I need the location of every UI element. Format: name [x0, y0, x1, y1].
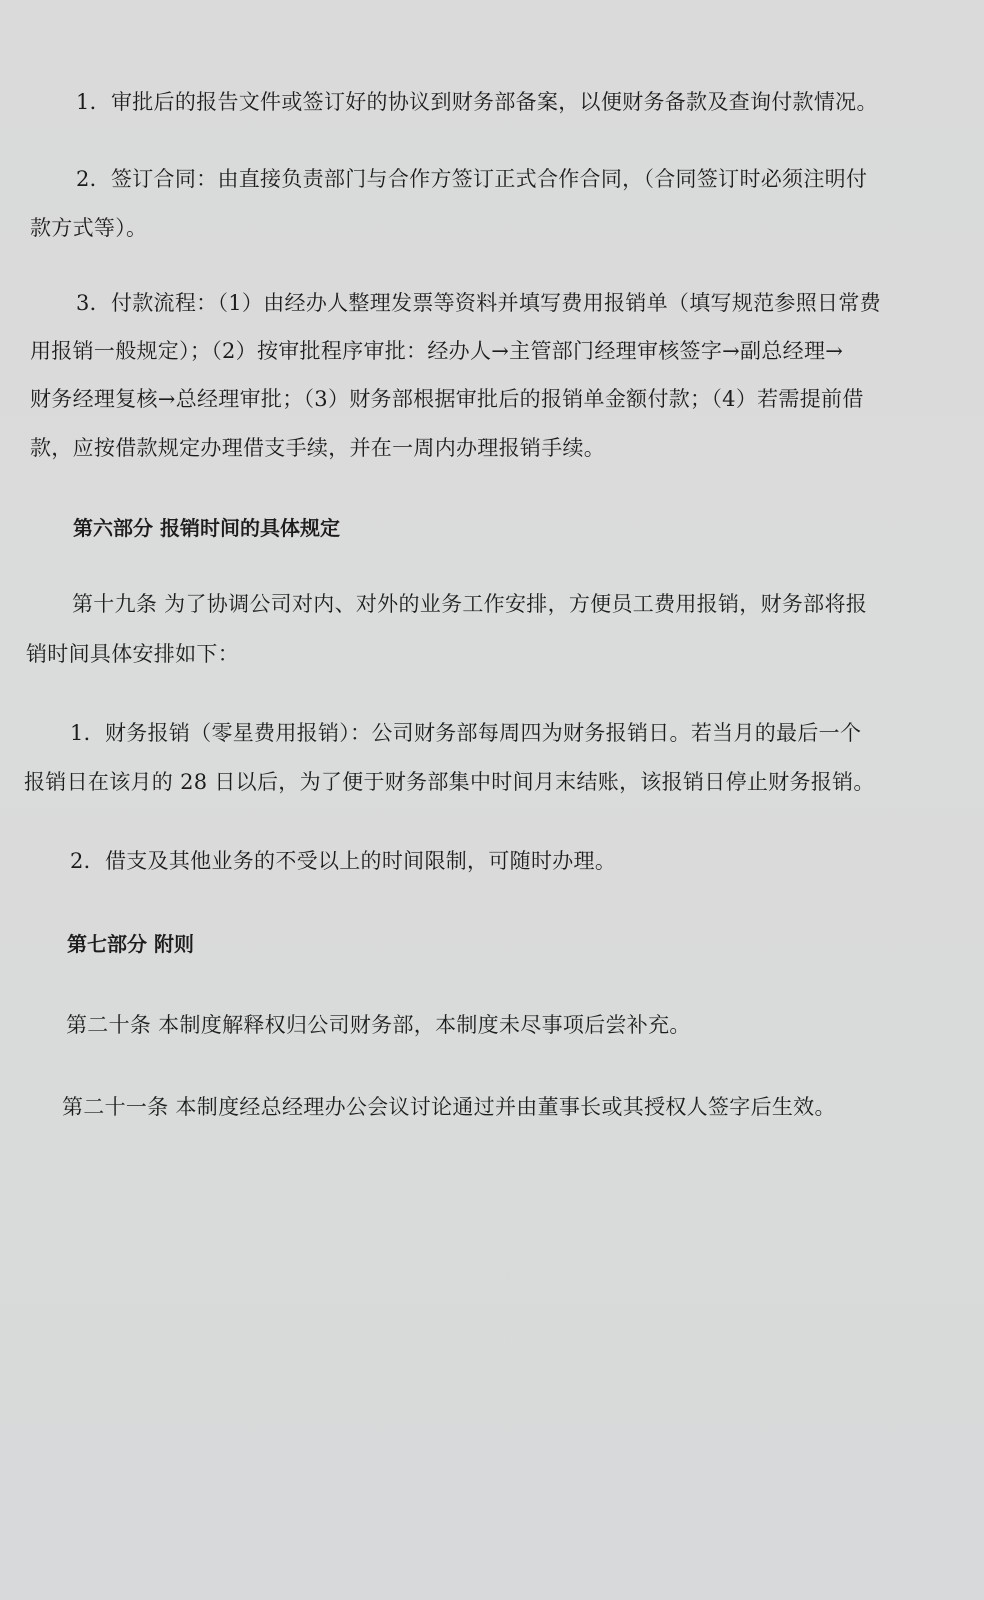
part5-item2-line1: 2．签订合同：由直接负责部门与合作方签订正式合作合同，（合同签订时必须注明付	[76, 167, 868, 191]
part6-item2: 2．借支及其他业务的不受以上的时间限制，可随时办理。	[70, 849, 617, 873]
part5-item3-line2: 用报销一般规定）；（2）按审批程序审批：经办人→主管部门经理审核签字→副总经理→	[30, 339, 844, 363]
part6-item1-line1: 1．财务报销（零星费用报销）：公司财务部每周四为财务报销日。若当月的最后一个	[70, 721, 862, 745]
article20: 第二十条 本制度解释权归公司财务部，本制度未尽事项后尝补充。	[66, 1013, 691, 1037]
article19-line1: 第十九条 为了协调公司对内、对外的业务工作安排，方便员工费用报销，财务部将报	[72, 592, 868, 616]
part6-heading: 第六部分 报销时间的具体规定	[73, 516, 340, 540]
part7-heading: 第七部分 附则	[67, 932, 194, 956]
part5-item3-line4: 款，应按借款规定办理借支手续，并在一周内办理报销手续。	[30, 436, 606, 460]
part6-item1-line2: 报销日在该月的 28 日以后，为了便于财务部集中时间月末结账，该报销日停止财务报销。	[24, 770, 875, 794]
part5-item3-line1: 3．付款流程：（1）由经办人整理发票等资料并填写费用报销单（填写规范参照日常费	[76, 291, 881, 315]
part5-item3-line3: 财务经理复核→总经理审批；（3）财务部根据审批后的报销单金额付款；（4）若需提前借	[30, 387, 864, 411]
part5-item1: 1．审批后的报告文件或签订好的协议到财务部备案，以便财务备款及查询付款情况。	[76, 90, 878, 114]
part5-item2-line2: 款方式等）。	[30, 216, 148, 240]
article21: 第二十一条 本制度经总经理办公会议讨论通过并由董事长或其授权人签字后生效。	[62, 1095, 836, 1119]
article19-line2: 销时间具体安排如下：	[26, 642, 239, 666]
